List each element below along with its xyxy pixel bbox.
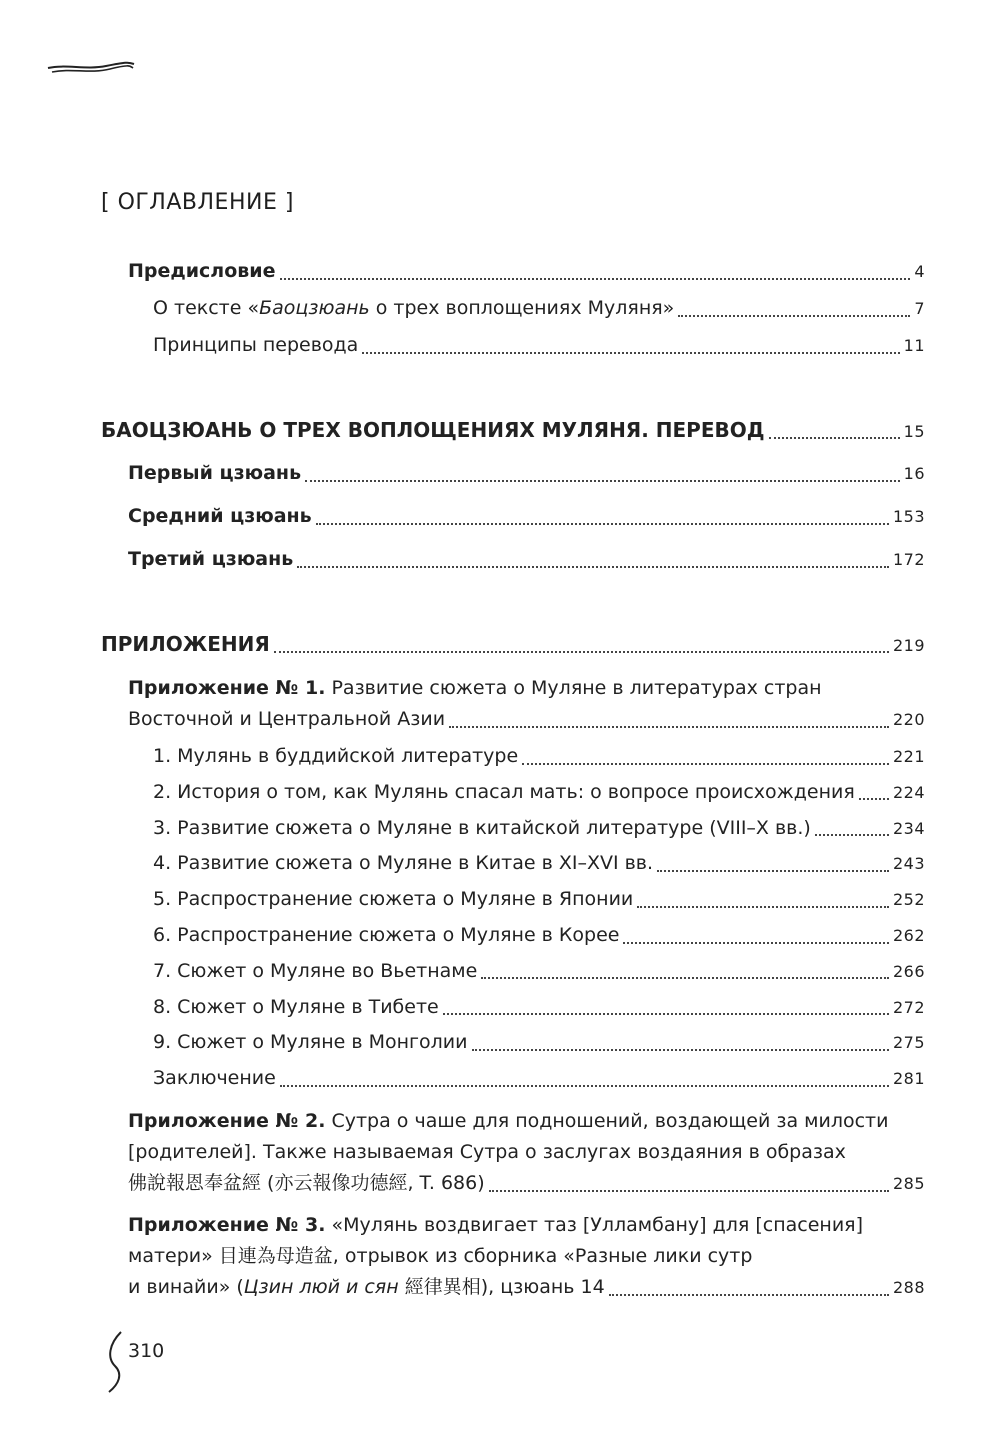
- dot-leader: [489, 1190, 889, 1192]
- page-number: 7: [914, 299, 925, 318]
- page-number: 4: [914, 262, 925, 281]
- entry-title: Предисловие: [128, 260, 276, 282]
- page-number: 220: [892, 710, 925, 729]
- page-number: 252: [892, 890, 925, 910]
- dot-leader: [678, 315, 910, 317]
- page-number: 221: [892, 747, 925, 766]
- toc-subentry-appendix-1[interactable]: [153, 959, 925, 984]
- dot-leader: [280, 1085, 889, 1087]
- entry-title: 6. Распространение сюжета о Муляне в Корее: [153, 924, 620, 946]
- dot-leader: [443, 1013, 889, 1015]
- page-number: 243: [892, 854, 925, 874]
- entry-line: Приложение № 3. «Мулянь воздвигает таз [Улламбану] для [спасения]: [128, 1214, 864, 1236]
- page-number: 11: [903, 336, 925, 355]
- page-number: 288: [892, 1278, 925, 1297]
- toc-subentry-appendix-1[interactable]: [153, 887, 925, 912]
- entry-title: Принципы перевода: [153, 334, 359, 356]
- entry-title: Заключение: [153, 1067, 276, 1090]
- entry-line: [родителей]. Также называемая Сутра о заслугах воздаяния в образах: [128, 1141, 846, 1163]
- entry-title: Первый цзюань: [128, 462, 302, 484]
- page-number: 262: [892, 926, 925, 945]
- entry-title: 5. Распространение сюжета о Муляне в Японии: [153, 888, 634, 911]
- toc-entry-preface[interactable]: [128, 259, 925, 284]
- page-number: 219: [892, 636, 925, 655]
- entry-title: 8. Сюжет о Муляне в Тибете: [153, 995, 439, 1018]
- toc-subentry-appendix-1[interactable]: [153, 1030, 925, 1055]
- toc-entry-appendix-3[interactable]: [128, 1210, 925, 1303]
- toc-section-translation[interactable]: [101, 418, 925, 444]
- section-title: ПРИЛОЖЕНИЯ: [101, 632, 270, 656]
- dot-leader: [305, 480, 900, 482]
- toc-subentry-appendix-1[interactable]: [153, 1066, 925, 1091]
- page-number: 275: [892, 1033, 925, 1053]
- entry-title: 3. Развитие сюжета о Муляне в китайской литературе (VIII–X вв.): [153, 816, 811, 839]
- dot-leader: [609, 1294, 889, 1296]
- page-number: 272: [892, 997, 925, 1017]
- page-folio-number: 310: [128, 1340, 165, 1362]
- toc-entry-about-text[interactable]: [153, 296, 925, 321]
- dot-leader: [472, 1049, 889, 1051]
- toc-entry-appendix-1[interactable]: [128, 673, 925, 735]
- entry-title: Средний цзюань: [128, 505, 312, 527]
- page-number: 172: [892, 550, 925, 569]
- toc-subentry-appendix-1[interactable]: [153, 744, 925, 769]
- page-number: 281: [892, 1069, 925, 1089]
- toc-subentry-appendix-1[interactable]: [153, 995, 925, 1020]
- page-number: 266: [892, 961, 925, 981]
- folio-ornament: [103, 1330, 129, 1394]
- toc-subentry-appendix-1[interactable]: [153, 780, 925, 805]
- entry-line: и винайи» (Цзин люй и сян 經律異相), цзюань 14 288: [128, 1272, 925, 1303]
- page-number: 234: [892, 818, 925, 838]
- dot-leader: [859, 798, 889, 800]
- entry-line: матери» 目連為母造盆, отрывок из сборника «Разные лики сутр: [128, 1245, 753, 1267]
- dot-leader: [637, 906, 889, 908]
- ornament-flourish: [46, 56, 136, 82]
- dot-leader: [522, 763, 889, 765]
- entry-title: 1. Мулянь в буддийской литературе: [153, 745, 519, 767]
- dot-leader: [815, 834, 889, 836]
- dot-leader: [623, 942, 888, 944]
- dot-leader: [481, 977, 889, 979]
- entry-line: Приложение № 2. Сутра о чаше для подношений, воздающей за милости: [128, 1110, 889, 1132]
- toc-subentry-appendix-1[interactable]: [153, 923, 925, 948]
- dot-leader: [449, 726, 889, 728]
- entry-line: 佛說報恩奉盆經 (亦云報像功德經, T. 686) 285: [128, 1168, 925, 1199]
- entry-title: Третий цзюань: [128, 548, 294, 570]
- entry-title: 2. История о том, как Мулянь спасал мать: о вопросе происхождения: [153, 780, 855, 803]
- toc-entry-third-juan[interactable]: [128, 547, 925, 572]
- entry-line: Восточной и Центральной Азии 220: [128, 704, 925, 735]
- dot-leader: [657, 870, 889, 872]
- section-title: БАОЦЗЮАНЬ О ТРЕХ ВОПЛОЩЕНИЯХ МУЛЯНЯ. ПЕРЕВОД: [101, 418, 765, 442]
- entry-title: О тексте «Баоцзюань о трех воплощениях Муляня»: [153, 297, 675, 319]
- entry-title: 4. Развитие сюжета о Муляне в Китае в XI–XVI вв.: [153, 852, 654, 875]
- entry-title: 9. Сюжет о Муляне в Монголии: [153, 1031, 468, 1054]
- toc-section-appendices[interactable]: [101, 632, 925, 658]
- page-number: 285: [892, 1174, 925, 1193]
- page-number: 153: [892, 507, 925, 526]
- dot-leader: [297, 566, 889, 568]
- page-number: 15: [903, 422, 925, 441]
- page-number: 16: [903, 464, 925, 483]
- entry-title: 7. Сюжет о Муляне во Вьетнаме: [153, 959, 478, 982]
- toc-entry-principles[interactable]: [153, 333, 925, 358]
- toc-entry-appendix-2[interactable]: [128, 1106, 925, 1199]
- toc-subentry-appendix-1[interactable]: [153, 816, 925, 841]
- toc-entry-first-juan[interactable]: [128, 461, 925, 486]
- toc-subentry-appendix-1[interactable]: [153, 851, 925, 876]
- toc-heading: [ ОГЛАВЛЕНИЕ ]: [101, 190, 294, 215]
- dot-leader: [274, 651, 889, 653]
- toc-entry-middle-juan[interactable]: [128, 504, 925, 529]
- dot-leader: [280, 278, 911, 280]
- entry-line: Приложение № 1. Развитие сюжета о Муляне в литературах стран: [128, 677, 822, 699]
- page-number: 224: [892, 782, 925, 802]
- dot-leader: [362, 352, 899, 354]
- dot-leader: [769, 437, 900, 439]
- dot-leader: [316, 523, 889, 525]
